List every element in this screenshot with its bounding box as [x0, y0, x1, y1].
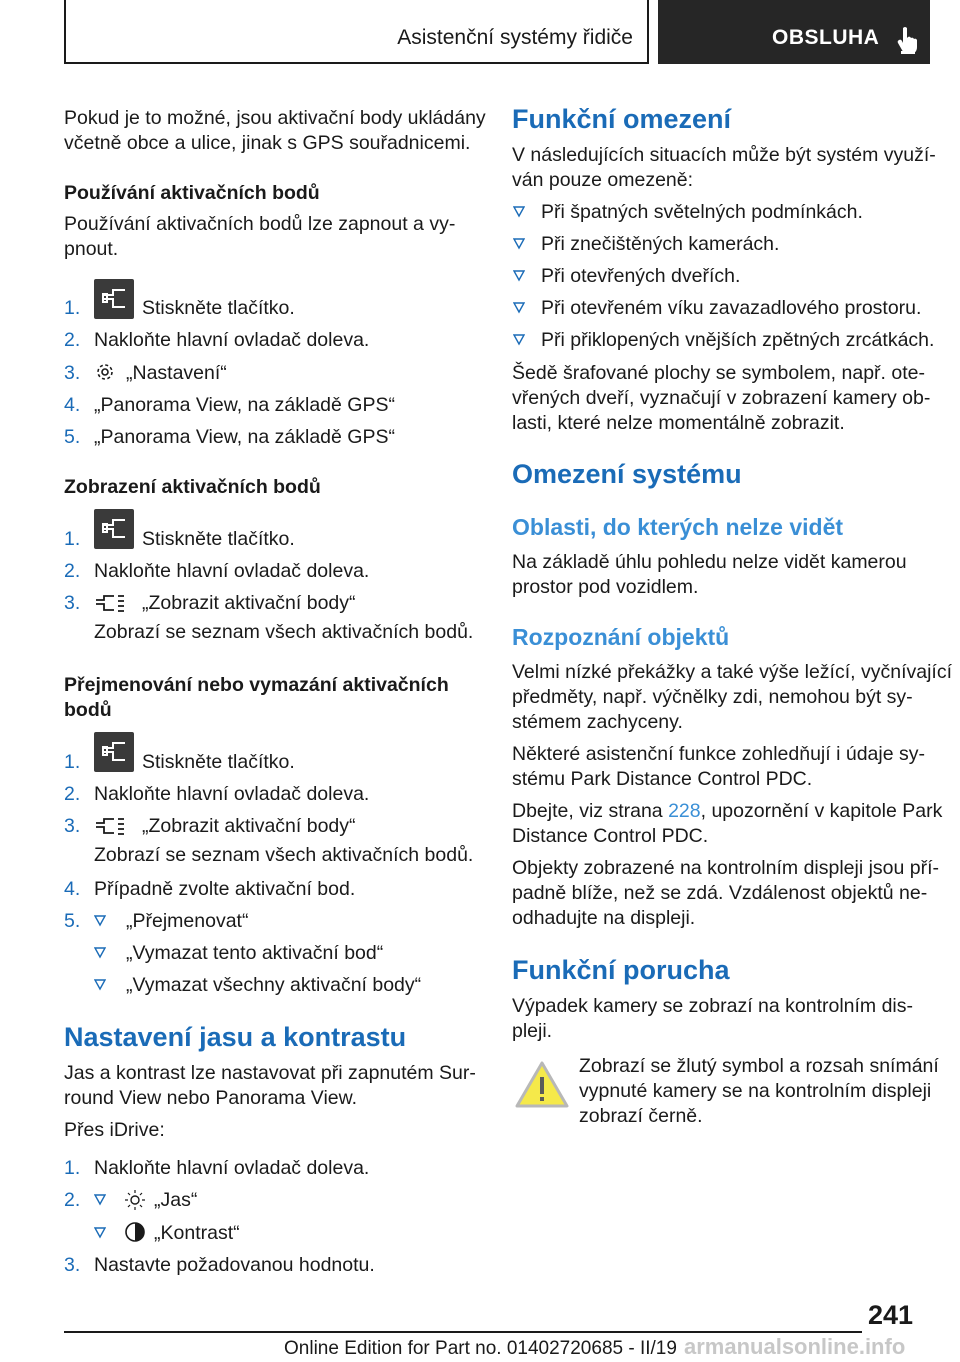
step-text: Nakloňte hlavní ovladač doleva.	[94, 560, 370, 582]
step-number: 4.	[64, 878, 81, 900]
limits-item: Při znečištěných kamerách.	[541, 233, 780, 255]
assist-text-2: stému Park Distance Control PDC.	[512, 768, 813, 790]
see-prefix: Dbejte, viz strana	[512, 800, 669, 822]
warning-text-3: zobrazí černě.	[579, 1105, 703, 1127]
camera-button-icon	[94, 279, 134, 319]
rename-note: Zobrazí se seznam všech aktivačních bodů.	[94, 844, 474, 866]
use-heading: Používání aktivačních bodů	[64, 182, 320, 204]
fault-text-1: Výpadek kamery se zobrazí na kontrolním dis-	[512, 995, 914, 1017]
page-link[interactable]: 228	[668, 800, 701, 822]
bullet-triangle-icon	[94, 1227, 106, 1239]
step-text: „Panorama View, na základě GPS“	[94, 426, 395, 448]
fault-heading: Funkční porucha	[512, 955, 730, 985]
system-heading: Omezení systému	[512, 459, 742, 489]
limits-item: Při otevřeném víku zavazadlového prostoru.	[541, 297, 922, 319]
bullet-triangle-icon	[94, 947, 106, 959]
step-number: 1.	[64, 297, 81, 319]
header-section-title: Asistenční systémy řidiče	[397, 26, 633, 49]
step-number: 3.	[64, 815, 81, 837]
step-text: Nakloňte hlavní ovladač doleva.	[94, 1157, 370, 1179]
step-text: „Kontrast“	[154, 1222, 240, 1244]
points-list-icon	[94, 592, 126, 614]
step-text: Stiskněte tlačítko.	[142, 297, 295, 319]
see-text-1	[512, 799, 942, 824]
bullet-triangle-icon	[513, 238, 525, 250]
pointing-hand-icon	[896, 26, 920, 54]
step-number: 5.	[64, 426, 81, 448]
points-list-icon	[94, 815, 126, 837]
grey-text-1: Šedě šrafované plochy se symbolem, např. ote-	[512, 362, 925, 384]
footer-divider	[64, 1331, 862, 1333]
step-number: 5.	[64, 910, 81, 932]
objects-text-1: Velmi nízké překážky a také výše ležící, vyčnívající	[512, 661, 952, 683]
step-text: Nakloňte hlavní ovladač doleva.	[94, 329, 370, 351]
step-number: 3.	[64, 362, 81, 384]
step-text: „Zobrazit aktivační body“	[142, 592, 356, 614]
brightness-text-2: round View nebo Panorama View.	[64, 1087, 358, 1109]
step-number: 2.	[64, 783, 81, 805]
step-text: Stiskněte tlačítko.	[142, 528, 295, 550]
warning-text-2: vypnuté kamery se na kontrolním displeji	[579, 1080, 932, 1102]
intro-line-2: včetně obce a ulice, jinak s GPS souřadnicemi.	[64, 132, 471, 154]
page-number: 241	[868, 1300, 914, 1330]
objects-text-2: předměty, např. výčnělky zdi, nemohou být sy-	[512, 686, 913, 708]
display-text-1: Objekty zobrazené na kontrolním displeji jsou pří-	[512, 857, 940, 879]
fault-text-2: pleji.	[512, 1020, 553, 1042]
bullet-triangle-icon	[513, 302, 525, 314]
limits-text-2: ván pouze omezeně:	[512, 169, 694, 191]
areas-text-2: prostor pod vozidlem.	[512, 576, 699, 598]
gear-icon	[94, 361, 116, 383]
header-chapter-title: OBSLUHA	[772, 26, 880, 49]
rename-heading-1: Přejmenování nebo vymazání aktivačních	[64, 674, 449, 696]
step-text: Stiskněte tlačítko.	[142, 751, 295, 773]
step-number: 1.	[64, 1157, 81, 1179]
brightness-heading: Nastavení jasu a kontrastu	[64, 1022, 407, 1052]
step-text: Nakloňte hlavní ovladač doleva.	[94, 783, 370, 805]
show-heading: Zobrazení aktivačních bodů	[64, 476, 321, 498]
bullet-triangle-icon	[513, 270, 525, 282]
show-note: Zobrazí se seznam všech aktivačních bodů.	[94, 621, 474, 643]
footer-edition: Online Edition for Part no. 01402720685 - II/19	[284, 1338, 677, 1359]
warning-text-1: Zobrazí se žlutý symbol a rozsah snímání	[579, 1055, 939, 1077]
step-text: „Zobrazit aktivační body“	[142, 815, 356, 837]
sub-item: „Vymazat všechny aktivační body“	[126, 974, 422, 996]
step-text: Případně zvolte aktivační bod.	[94, 878, 356, 900]
limits-item: Při otevřených dveřích.	[541, 265, 741, 287]
bullet-triangle-icon	[94, 915, 106, 927]
bullet-triangle-icon	[513, 334, 525, 346]
step-number: 1.	[64, 751, 81, 773]
step-text: „Jas“	[154, 1189, 198, 1211]
step-text: „Přejmenovat“	[126, 910, 249, 932]
bullet-triangle-icon	[94, 1194, 106, 1206]
rename-heading-2: bodů	[64, 699, 112, 721]
camera-button-icon	[94, 732, 134, 772]
warning-triangle-icon	[514, 1060, 570, 1110]
step-number: 3.	[64, 1254, 81, 1276]
limits-item: Při špatných světelných podmínkách.	[541, 201, 863, 223]
brightness-text-1: Jas a kontrast lze nastavovat při zapnutém Sur-	[64, 1062, 476, 1084]
camera-button-icon	[94, 509, 134, 549]
step-number: 2.	[64, 329, 81, 351]
grey-text-3: lasti, které nelze momentálně zobrazit.	[512, 412, 845, 434]
limits-heading: Funkční omezení	[512, 104, 732, 134]
intro-line-1: Pokud je to možné, jsou aktivační body ukládány	[64, 107, 486, 129]
step-text: „Nastavení“	[126, 362, 227, 384]
objects-heading: Rozpoznání objektů	[512, 624, 730, 650]
limits-item: Při přiklopených vnějších zpětných zrcátkách.	[541, 329, 935, 351]
display-text-3: odhadujte na displeji.	[512, 907, 696, 929]
bullet-triangle-icon	[94, 979, 106, 991]
areas-text-1: Na základě úhlu pohledu nelze vidět kamerou	[512, 551, 907, 573]
header-section-box	[64, 0, 649, 64]
idrive-label: Přes iDrive:	[64, 1119, 165, 1141]
step-text: Nastavte požadovanou hodnotu.	[94, 1254, 375, 1276]
footer-watermark: armanualsonline.info	[684, 1334, 906, 1359]
objects-text-3: stémem zachyceny.	[512, 711, 683, 733]
step-text: „Panorama View, na základě GPS“	[94, 394, 395, 416]
bullet-triangle-icon	[513, 206, 525, 218]
contrast-icon	[124, 1221, 146, 1243]
step-number: 3.	[64, 592, 81, 614]
limits-text-1: V následujících situacích může být systém využí-	[512, 144, 936, 166]
display-text-2: padně blíže, než se zdá. Vzdálenost objektů ne-	[512, 882, 928, 904]
see-text-2: Distance Control PDC.	[512, 825, 709, 847]
grey-text-2: vřených dveří, vyznačují v zobrazení kamery ob-	[512, 387, 931, 409]
step-number: 4.	[64, 394, 81, 416]
assist-text-1: Některé asistenční funkce zohledňují i údaje sy-	[512, 743, 925, 765]
see-suffix: , upozornění v kapitole Park	[700, 800, 943, 822]
step-number: 2.	[64, 560, 81, 582]
page-header	[64, 0, 930, 64]
step-number: 1.	[64, 528, 81, 550]
header-chapter-box	[658, 0, 930, 64]
use-text-1: Používání aktivačních bodů lze zapnout a vy-	[64, 213, 456, 235]
sun-icon	[124, 1189, 146, 1211]
sub-item: „Vymazat tento aktivační bod“	[126, 942, 384, 964]
areas-heading: Oblasti, do kterých nelze vidět	[512, 514, 844, 540]
use-text-2: pnout.	[64, 238, 119, 260]
step-number: 2.	[64, 1189, 81, 1211]
